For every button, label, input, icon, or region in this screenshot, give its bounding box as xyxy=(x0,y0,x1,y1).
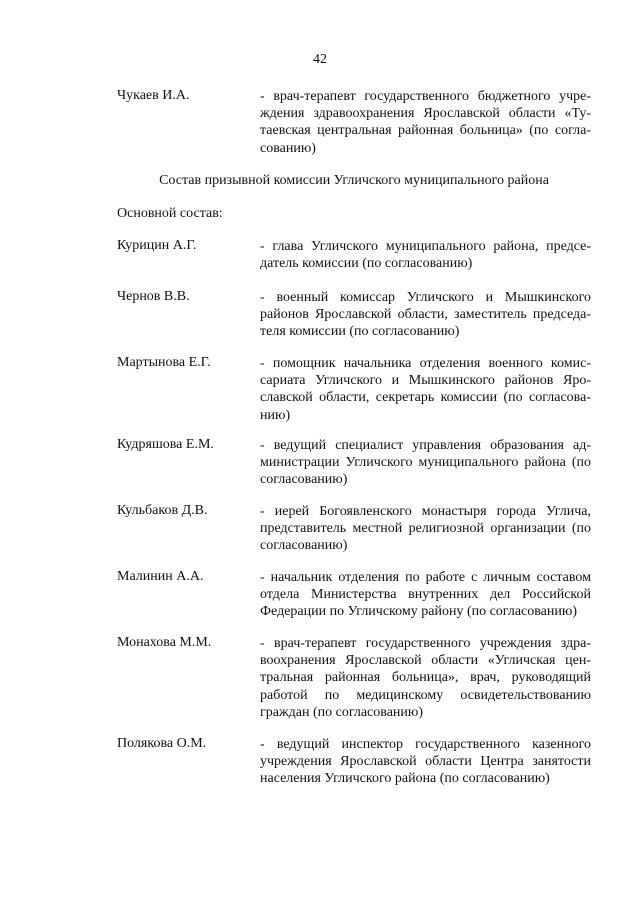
member-role: - врач-терапевт государственного бюджетного учреждения здравоохранения Ярославской области «Тутаевская центральная районная больница» (по согласованию) xyxy=(260,89,591,156)
member-name: Кудряшова Е.М. xyxy=(117,437,214,452)
subsection-title: Основной состав: xyxy=(117,206,223,221)
member-role: - глава Угличского муниципального района, председатель комиссии (по согласованию) xyxy=(260,239,591,272)
section-title: Состав призывной комиссии Угличского муниципального района xyxy=(159,173,549,188)
member-role: - ведущий инспектор государственного казенного учреждения Ярославской области Центра занятости населения Угличского района (по согласованию) xyxy=(260,737,591,787)
member-name: Малинин А.А. xyxy=(117,569,204,584)
member-role: - иерей Богоявленского монастыря города Углича, представитель местной религиозной организации (по согласованию) xyxy=(260,504,591,554)
member-role: - ведущий специалист управления образования администрации Угличского муниципального района (по согласованию) xyxy=(260,438,591,488)
member-name: Чукаев И.А. xyxy=(117,88,190,103)
member-name: Мартынова Е.Г. xyxy=(117,355,211,370)
member-role: - врач-терапевт государственного учреждения здравоохранения Ярославской области «Угличская центральная районная больница», врач, руководящий работой по медицинскому освидетельствованию граждан (по согласованию) xyxy=(260,636,591,720)
member-name: Полякова О.М. xyxy=(117,736,207,751)
member-name: Монахова М.М. xyxy=(117,635,212,650)
member-name: Чернов В.В. xyxy=(117,289,190,304)
member-name: Кульбаков Д.В. xyxy=(117,503,208,518)
member-role: - помощник начальника отделения военного комиссариата Угличского и Мышкинского районов Ярославской области, секретарь комиссии (по согласованию) xyxy=(260,356,591,423)
member-name: Курицин А.Г. xyxy=(117,238,197,253)
member-role: - начальник отделения по работе с личным составом отдела Министерства внутренних дел Российской Федерации по Угличскому району (по согласованию) xyxy=(260,570,591,620)
member-role: - военный комиссар Угличского и Мышкинского районов Ярославской области, заместитель председателя комиссии (по согласованию) xyxy=(260,290,591,340)
page-number: 42 xyxy=(313,52,327,67)
